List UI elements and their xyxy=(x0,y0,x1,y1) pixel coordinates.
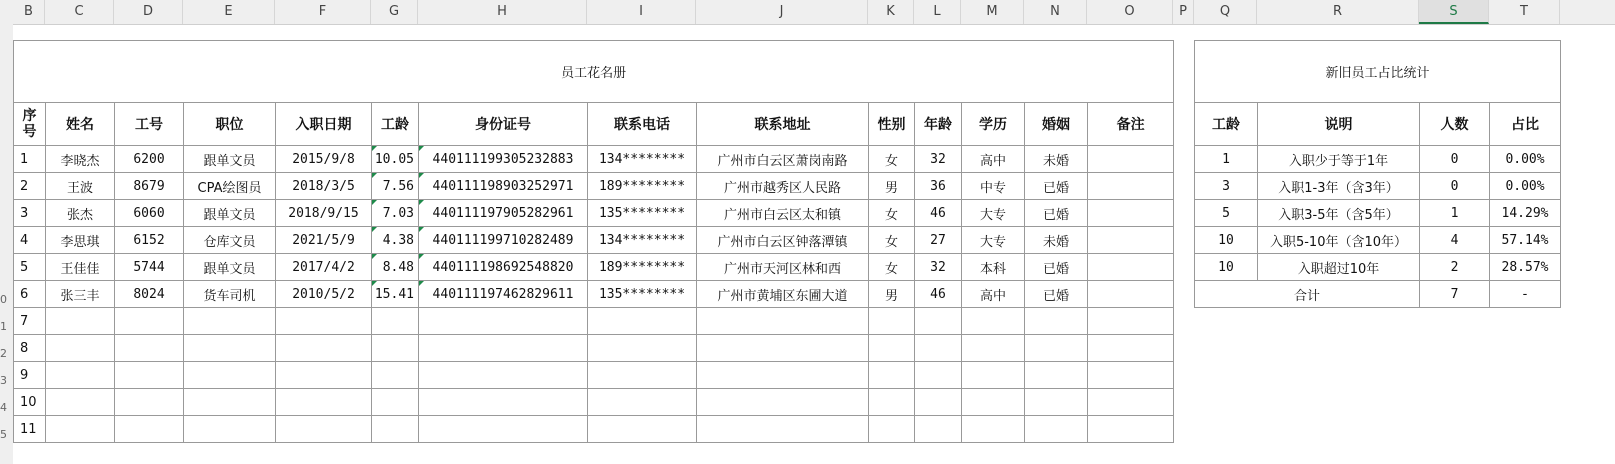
stats-title[interactable]: 新旧员工占比统计 xyxy=(1195,41,1561,103)
cell-address[interactable]: 广州市黄埔区东圃大道 xyxy=(697,281,869,308)
cell-marital[interactable]: 已婚 xyxy=(1025,281,1088,308)
cell-id-number[interactable]: 440111198692548820 xyxy=(419,254,588,281)
cell-name[interactable]: 李晓杰 xyxy=(46,146,115,173)
cell-hire-date[interactable]: 2018/9/15 xyxy=(276,200,372,227)
cell-gender[interactable]: 女 xyxy=(869,200,915,227)
cell-name[interactable] xyxy=(46,335,115,362)
table-row xyxy=(14,416,1174,443)
table-row xyxy=(14,146,1174,173)
header-id-number[interactable]: 身份证号 xyxy=(419,103,588,146)
cell-id-number[interactable] xyxy=(419,362,588,389)
cell-age[interactable] xyxy=(915,389,962,416)
stats-cell-count[interactable]: 4 xyxy=(1420,227,1490,254)
table-row xyxy=(14,173,1174,200)
cell-tenure[interactable]: 10.05 xyxy=(372,146,419,173)
cell-hire-date[interactable] xyxy=(276,389,372,416)
cell-position[interactable]: 跟单文员 xyxy=(184,200,276,227)
cell-employee-id[interactable] xyxy=(115,362,184,389)
cell-education[interactable]: 本科 xyxy=(962,254,1025,281)
header-marital[interactable]: 婚姻 xyxy=(1025,103,1088,146)
cell-hire-date[interactable] xyxy=(276,335,372,362)
stats-cell-description[interactable]: 入职少于等于1年 xyxy=(1258,146,1420,173)
cell-gender[interactable] xyxy=(869,416,915,443)
cell-seq[interactable]: 7 xyxy=(14,308,46,335)
column-header-C[interactable]: C xyxy=(45,0,114,24)
cell-phone[interactable] xyxy=(588,416,697,443)
cell-name[interactable]: 李思琪 xyxy=(46,227,115,254)
stats-cell-ratio[interactable]: 57.14% xyxy=(1490,227,1561,254)
cell-gender[interactable]: 女 xyxy=(869,254,915,281)
cell-remark[interactable] xyxy=(1088,416,1174,443)
cell-gender[interactable]: 女 xyxy=(869,227,915,254)
cell-age[interactable]: 32 xyxy=(915,146,962,173)
cell-education[interactable]: 中专 xyxy=(962,173,1025,200)
table-row xyxy=(14,254,1174,281)
header-tenure[interactable]: 工龄 xyxy=(372,103,419,146)
stats-cell-description[interactable]: 入职5-10年（含10年） xyxy=(1258,227,1420,254)
stats-total-row xyxy=(1195,281,1561,308)
row-number[interactable]: 4 xyxy=(0,401,7,414)
column-header-M[interactable]: M xyxy=(961,0,1024,24)
cell-hire-date[interactable]: 2010/5/2 xyxy=(276,281,372,308)
stats-cell-ratio[interactable]: 28.57% xyxy=(1490,254,1561,281)
cell-hire-date[interactable] xyxy=(276,362,372,389)
column-header-O[interactable]: O xyxy=(1087,0,1173,24)
stats-header-row xyxy=(1195,103,1561,146)
column-header-S[interactable]: S xyxy=(1419,0,1489,24)
cell-phone[interactable] xyxy=(588,335,697,362)
cell-address[interactable] xyxy=(697,335,869,362)
cell-phone[interactable]: 135******** xyxy=(588,281,697,308)
stats-cell-description[interactable]: 入职超过10年 xyxy=(1258,254,1420,281)
cell-marital[interactable]: 未婚 xyxy=(1025,146,1088,173)
table-row xyxy=(14,362,1174,389)
header-age[interactable]: 年龄 xyxy=(915,103,962,146)
cell-name[interactable]: 王波 xyxy=(46,173,115,200)
cell-position[interactable]: 跟单文员 xyxy=(184,146,276,173)
cell-seq[interactable]: 3 xyxy=(14,200,46,227)
table-row xyxy=(1195,146,1561,173)
cell-position[interactable] xyxy=(184,308,276,335)
cell-marital[interactable] xyxy=(1025,389,1088,416)
cell-employee-id[interactable]: 8679 xyxy=(115,173,184,200)
column-header-R[interactable]: R xyxy=(1257,0,1419,24)
cell-age[interactable] xyxy=(915,416,962,443)
stats-cell-tenure[interactable]: 5 xyxy=(1195,200,1258,227)
cell-education[interactable]: 大专 xyxy=(962,227,1025,254)
cell-position[interactable]: 货车司机 xyxy=(184,281,276,308)
cell-position[interactable]: 仓库文员 xyxy=(184,227,276,254)
cell-employee-id[interactable] xyxy=(115,389,184,416)
cell-phone[interactable]: 189******** xyxy=(588,173,697,200)
column-header-B[interactable]: B xyxy=(13,0,45,24)
header-remark[interactable]: 备注 xyxy=(1088,103,1174,146)
table-row xyxy=(1195,200,1561,227)
cell-seq[interactable]: 8 xyxy=(14,335,46,362)
cell-employee-id[interactable] xyxy=(115,308,184,335)
cell-address[interactable]: 广州市白云区钟落潭镇 xyxy=(697,227,869,254)
cell-marital[interactable] xyxy=(1025,362,1088,389)
header-gender[interactable]: 性别 xyxy=(869,103,915,146)
header-name[interactable]: 姓名 xyxy=(46,103,115,146)
cell-remark[interactable] xyxy=(1088,173,1174,200)
cell-age[interactable]: 27 xyxy=(915,227,962,254)
cell-hire-date[interactable]: 2018/3/5 xyxy=(276,173,372,200)
cell-address[interactable] xyxy=(697,308,869,335)
cell-age[interactable]: 46 xyxy=(915,281,962,308)
cell-seq[interactable]: 6 xyxy=(14,281,46,308)
cell-seq[interactable]: 2 xyxy=(14,173,46,200)
cell-employee-id[interactable]: 5744 xyxy=(115,254,184,281)
cell-remark[interactable] xyxy=(1088,308,1174,335)
cell-name[interactable] xyxy=(46,416,115,443)
column-header-K[interactable]: K xyxy=(868,0,914,24)
header-address[interactable]: 联系地址 xyxy=(697,103,869,146)
header-education[interactable]: 学历 xyxy=(962,103,1025,146)
cell-id-number[interactable]: 440111199305232883 xyxy=(419,146,588,173)
cell-tenure[interactable]: 7.56 xyxy=(372,173,419,200)
cell-phone[interactable]: 134******** xyxy=(588,227,697,254)
header-seq[interactable]: 序号 xyxy=(14,103,46,146)
cell-education[interactable]: 高中 xyxy=(962,281,1025,308)
cell-seq[interactable]: 4 xyxy=(14,227,46,254)
cell-age[interactable]: 32 xyxy=(915,254,962,281)
cell-name[interactable]: 张三丰 xyxy=(46,281,115,308)
cell-address[interactable]: 广州市天河区林和西 xyxy=(697,254,869,281)
row-number[interactable]: 3 xyxy=(0,374,7,387)
cell-age[interactable]: 36 xyxy=(915,173,962,200)
cell-remark[interactable] xyxy=(1088,281,1174,308)
cell-education[interactable] xyxy=(962,335,1025,362)
stats-cell-count[interactable]: 0 xyxy=(1420,146,1490,173)
cell-id-number[interactable]: 440111197905282961 xyxy=(419,200,588,227)
column-header-P[interactable]: P xyxy=(1173,0,1194,24)
cell-gender[interactable] xyxy=(869,335,915,362)
cell-gender[interactable] xyxy=(869,308,915,335)
stats-header-tenure[interactable]: 工龄 xyxy=(1195,103,1258,146)
stats-total-label[interactable]: 合计 xyxy=(1195,281,1420,308)
cell-remark[interactable] xyxy=(1088,227,1174,254)
stats-cell-ratio[interactable]: 0.00% xyxy=(1490,146,1561,173)
header-phone[interactable]: 联系电话 xyxy=(588,103,697,146)
cell-tenure[interactable]: 8.48 xyxy=(372,254,419,281)
column-header-E[interactable]: E xyxy=(183,0,275,24)
cell-age[interactable] xyxy=(915,308,962,335)
employee-roster-table xyxy=(13,40,1174,443)
cell-phone[interactable] xyxy=(588,362,697,389)
cell-remark[interactable] xyxy=(1088,200,1174,227)
cell-education[interactable]: 大专 xyxy=(962,200,1025,227)
cell-id-number[interactable] xyxy=(419,335,588,362)
tenure-stats-table xyxy=(1194,40,1561,308)
table-row xyxy=(1195,227,1561,254)
cell-name[interactable]: 王佳佳 xyxy=(46,254,115,281)
stats-cell-ratio[interactable]: 0.00% xyxy=(1490,173,1561,200)
column-header-T[interactable]: T xyxy=(1489,0,1560,24)
stats-total-ratio[interactable]: - xyxy=(1490,281,1561,308)
table-row xyxy=(14,227,1174,254)
cell-remark[interactable] xyxy=(1088,254,1174,281)
cell-employee-id[interactable]: 8024 xyxy=(115,281,184,308)
column-header-N[interactable]: N xyxy=(1024,0,1087,24)
roster-title[interactable]: 员工花名册 xyxy=(14,41,1174,103)
cell-id-number[interactable]: 440111197462829611 xyxy=(419,281,588,308)
cell-marital[interactable]: 未婚 xyxy=(1025,227,1088,254)
cell-hire-date[interactable]: 2017/4/2 xyxy=(276,254,372,281)
roster-body xyxy=(14,146,1174,443)
cell-employee-id[interactable]: 6200 xyxy=(115,146,184,173)
cell-name[interactable] xyxy=(46,389,115,416)
stats-header-description[interactable]: 说明 xyxy=(1258,103,1420,146)
cell-employee-id[interactable]: 6060 xyxy=(115,200,184,227)
cell-employee-id[interactable] xyxy=(115,335,184,362)
cell-name[interactable]: 张杰 xyxy=(46,200,115,227)
cell-id-number[interactable]: 440111198903252971 xyxy=(419,173,588,200)
table-row xyxy=(14,281,1174,308)
cell-position[interactable]: 跟单文员 xyxy=(184,254,276,281)
stats-cell-description[interactable]: 入职1-3年（含3年） xyxy=(1258,173,1420,200)
column-header-I[interactable]: I xyxy=(587,0,696,24)
table-row xyxy=(1195,254,1561,281)
cell-address[interactable] xyxy=(697,362,869,389)
cell-gender[interactable]: 男 xyxy=(869,173,915,200)
cell-hire-date[interactable] xyxy=(276,308,372,335)
column-header-G[interactable]: G xyxy=(371,0,418,24)
cell-tenure[interactable] xyxy=(372,416,419,443)
stats-header-count[interactable]: 人数 xyxy=(1420,103,1490,146)
cell-education[interactable] xyxy=(962,362,1025,389)
table-row xyxy=(14,335,1174,362)
stats-total-count[interactable]: 7 xyxy=(1420,281,1490,308)
cell-education[interactable]: 高中 xyxy=(962,146,1025,173)
column-header-D[interactable]: D xyxy=(114,0,183,24)
cell-position[interactable] xyxy=(184,416,276,443)
column-header-Q[interactable]: Q xyxy=(1194,0,1257,24)
cell-tenure[interactable] xyxy=(372,389,419,416)
column-header-bar xyxy=(0,0,1615,25)
row-number[interactable]: 0 xyxy=(0,293,7,306)
cell-id-number[interactable] xyxy=(419,389,588,416)
stats-cell-count[interactable]: 2 xyxy=(1420,254,1490,281)
cell-marital[interactable]: 已婚 xyxy=(1025,254,1088,281)
stats-cell-tenure[interactable]: 10 xyxy=(1195,227,1258,254)
cell-tenure[interactable] xyxy=(372,362,419,389)
stats-header-ratio[interactable]: 占比 xyxy=(1490,103,1561,146)
cell-gender[interactable] xyxy=(869,389,915,416)
cell-phone[interactable]: 189******** xyxy=(588,254,697,281)
cell-address[interactable]: 广州市白云区萧岗南路 xyxy=(697,146,869,173)
cell-id-number[interactable] xyxy=(419,416,588,443)
cell-seq[interactable]: 11 xyxy=(14,416,46,443)
cell-name[interactable] xyxy=(46,308,115,335)
cell-phone[interactable] xyxy=(588,308,697,335)
header-id[interactable]: 工号 xyxy=(115,103,184,146)
cell-seq[interactable]: 1 xyxy=(14,146,46,173)
cell-address[interactable]: 广州市白云区太和镇 xyxy=(697,200,869,227)
cell-seq[interactable]: 5 xyxy=(14,254,46,281)
cell-tenure[interactable]: 4.38 xyxy=(372,227,419,254)
stats-cell-count[interactable]: 1 xyxy=(1420,200,1490,227)
cell-age[interactable] xyxy=(915,362,962,389)
stats-cell-count[interactable]: 0 xyxy=(1420,173,1490,200)
cell-phone[interactable]: 135******** xyxy=(588,200,697,227)
cell-remark[interactable] xyxy=(1088,389,1174,416)
cell-gender[interactable]: 男 xyxy=(869,281,915,308)
cell-marital[interactable] xyxy=(1025,308,1088,335)
cell-tenure[interactable]: 15.41 xyxy=(372,281,419,308)
cell-id-number[interactable] xyxy=(419,308,588,335)
stats-cell-tenure[interactable]: 1 xyxy=(1195,146,1258,173)
table-row xyxy=(1195,173,1561,200)
cell-education[interactable] xyxy=(962,308,1025,335)
cell-position[interactable] xyxy=(184,335,276,362)
cell-seq[interactable]: 10 xyxy=(14,389,46,416)
cell-education[interactable] xyxy=(962,416,1025,443)
cell-marital[interactable]: 已婚 xyxy=(1025,200,1088,227)
cell-marital[interactable] xyxy=(1025,416,1088,443)
cell-remark[interactable] xyxy=(1088,335,1174,362)
cell-gender[interactable] xyxy=(869,362,915,389)
cell-position[interactable]: CPA绘图员 xyxy=(184,173,276,200)
cell-education[interactable] xyxy=(962,389,1025,416)
column-header-H[interactable]: H xyxy=(418,0,587,24)
column-header-J[interactable]: J xyxy=(696,0,868,24)
cell-name[interactable] xyxy=(46,362,115,389)
cell-tenure[interactable] xyxy=(372,335,419,362)
stats-cell-ratio[interactable]: 14.29% xyxy=(1490,200,1561,227)
cell-position[interactable] xyxy=(184,362,276,389)
column-header-F[interactable]: F xyxy=(275,0,371,24)
cell-age[interactable] xyxy=(915,335,962,362)
cell-id-number[interactable]: 440111199710282489 xyxy=(419,227,588,254)
cell-tenure[interactable]: 7.03 xyxy=(372,200,419,227)
cell-address[interactable] xyxy=(697,389,869,416)
cell-marital[interactable]: 已婚 xyxy=(1025,173,1088,200)
stats-body xyxy=(1195,146,1561,281)
header-hire-date[interactable]: 入职日期 xyxy=(276,103,372,146)
cell-hire-date[interactable] xyxy=(276,416,372,443)
cell-hire-date[interactable]: 2015/9/8 xyxy=(276,146,372,173)
cell-position[interactable] xyxy=(184,389,276,416)
table-row xyxy=(14,200,1174,227)
row-number[interactable]: 2 xyxy=(0,347,7,360)
cell-address[interactable]: 广州市越秀区人民路 xyxy=(697,173,869,200)
row-number[interactable]: 1 xyxy=(0,320,7,333)
stats-cell-tenure[interactable]: 10 xyxy=(1195,254,1258,281)
row-header-strip xyxy=(0,24,13,464)
cell-age[interactable]: 46 xyxy=(915,200,962,227)
header-position[interactable]: 职位 xyxy=(184,103,276,146)
cell-phone[interactable] xyxy=(588,389,697,416)
cell-phone[interactable]: 134******** xyxy=(588,146,697,173)
cell-employee-id[interactable]: 6152 xyxy=(115,227,184,254)
cell-hire-date[interactable]: 2021/5/9 xyxy=(276,227,372,254)
cell-marital[interactable] xyxy=(1025,335,1088,362)
cell-remark[interactable] xyxy=(1088,362,1174,389)
row-number[interactable]: 5 xyxy=(0,428,7,441)
cell-seq[interactable]: 9 xyxy=(14,362,46,389)
stats-cell-tenure[interactable]: 3 xyxy=(1195,173,1258,200)
column-header-L[interactable]: L xyxy=(914,0,961,24)
cell-tenure[interactable] xyxy=(372,308,419,335)
cell-address[interactable] xyxy=(697,416,869,443)
roster-header-row xyxy=(14,103,1174,146)
cell-remark[interactable] xyxy=(1088,146,1174,173)
table-row xyxy=(14,308,1174,335)
table-row xyxy=(14,389,1174,416)
cell-gender[interactable]: 女 xyxy=(869,146,915,173)
cell-employee-id[interactable] xyxy=(115,416,184,443)
stats-cell-description[interactable]: 入职3-5年（含5年） xyxy=(1258,200,1420,227)
